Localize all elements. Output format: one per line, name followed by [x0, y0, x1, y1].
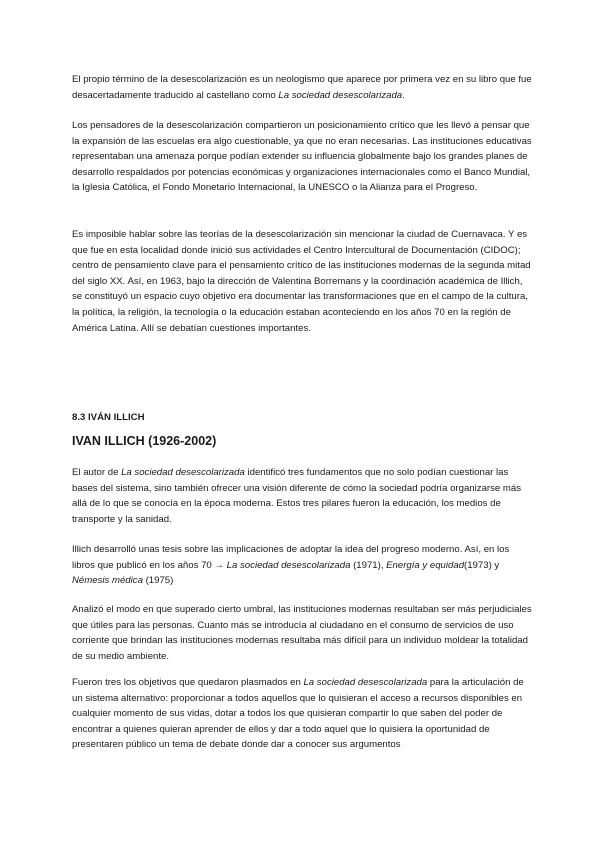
book-title: La sociedad desescolarizada	[303, 677, 428, 688]
paragraph-cuernavaca: Es imposible hablar sobre las teorías de la desescolarización sin mencionar la ciudad de Cuernavaca. Y es que fue en esta localidad donde inició sus actividades el Centro Intercultural de Documentación (CIDOC); centro de pensamiento clave para el pensamiento crítico de las instituciones modernas de la segunda mitad del siglo XX. Así, en 1963, bajo la dirección de Valentina Borremans y la coordinación académica de Illich, se constituyó un espacio cuyo objetivo era documentar las transformaciones que en el campo de la cultura, la política, la religión, la tecnología o la educación estaban aconteciendo en los años 70 en la región de América Latina. Allí se debatían cuestiones importantes.	[72, 229, 531, 334]
book-title: Energía y equidad	[386, 559, 465, 571]
paragraph-text: Fueron tres los objetivos que quedaron plasmados en	[72, 677, 304, 688]
book-title: Némesis médica	[72, 575, 143, 587]
book-title: La sociedad desescolarizada	[121, 467, 245, 478]
paragraph-text: (1975)	[142, 575, 174, 587]
book-title: La sociedad desescolarizada	[226, 559, 351, 571]
section-heading: IVAN ILLICH (1926-2002)	[72, 434, 217, 448]
paragraph-text: .	[402, 89, 405, 101]
paragraph-text: El autor de	[72, 467, 122, 478]
paragraph-analysis: Analizó el modo en que superado cierto umbral, las instituciones modernas resultaban ser más perjudiciales que útiles para las personas. Cuanto más se introducía al ciudadano en el consumo de servicios de uso corriente que brindan las instituciones modernas resultaba más difícil para un individuo moldear la totalidad de su medio ambiente.	[72, 604, 532, 662]
paragraph-thesis	[72, 542, 532, 589]
paragraph-author	[72, 465, 532, 527]
paragraph-objectives	[72, 675, 532, 753]
paragraph-thinkers: Los pensadores de la desescolarización compartieron un posicionamiento crítico que les llevó a pensar que la expansión de las escuelas era algo cuestionable, ya que no eran necesarias. Las instituciones educativas representaban una amenaza porque podían extender su influencia globalmente bajo los grandes planes de desarrollo respaldados por potencias económicas y organizaciones internacionales como el Banco Mundial, la Iglesia Católica, el Fondo Monetario Internacional, la UNESCO o la Alianza para el Progreso.	[72, 120, 532, 194]
paragraph-text: (1971),	[350, 559, 387, 571]
paragraph-text: para la articulación de un sistema alternativo: proporcionar a todos aquellos que lo quisieran el acceso a recursos disponibles en cualquier momento de sus vidas, dotar a todos los que quisieran compartir lo que saben del poder de encontrar a quienes quieran aprender de ellos y dar a todo aquel que lo quisiera la oportunidad de presentaren público un tema de debate donde dar a conocer sus argumentos	[72, 677, 524, 751]
paragraph-text: (1973) y	[464, 559, 500, 571]
paragraph-neologism	[72, 72, 532, 103]
section-label: 8.3 IVÁN ILLICH	[72, 412, 145, 423]
paragraph-text: Illich desarrolló unas tesis sobre las implicaciones de adoptar la idea del progreso moderno. Así, en los libros que publicó en los años 70 →	[72, 544, 510, 571]
paragraph-text: El propio término de la desescolarización es un neologismo que aparece por primera vez en su libro que fue desacertadamente traducido al castellano como	[72, 74, 532, 101]
paragraph-text: identificó tres fundamentos que no solo podían cuestionar las bases del sistema, sino también ofrecer una visión diferente de cómo la sociedad podría organizarse más allá de lo que se conocía en la época moderna. Estos tres pilares fueron la educación, los medios de transporte y la sanidad.	[72, 467, 522, 525]
book-title: La sociedad desescolarizada	[278, 89, 403, 101]
